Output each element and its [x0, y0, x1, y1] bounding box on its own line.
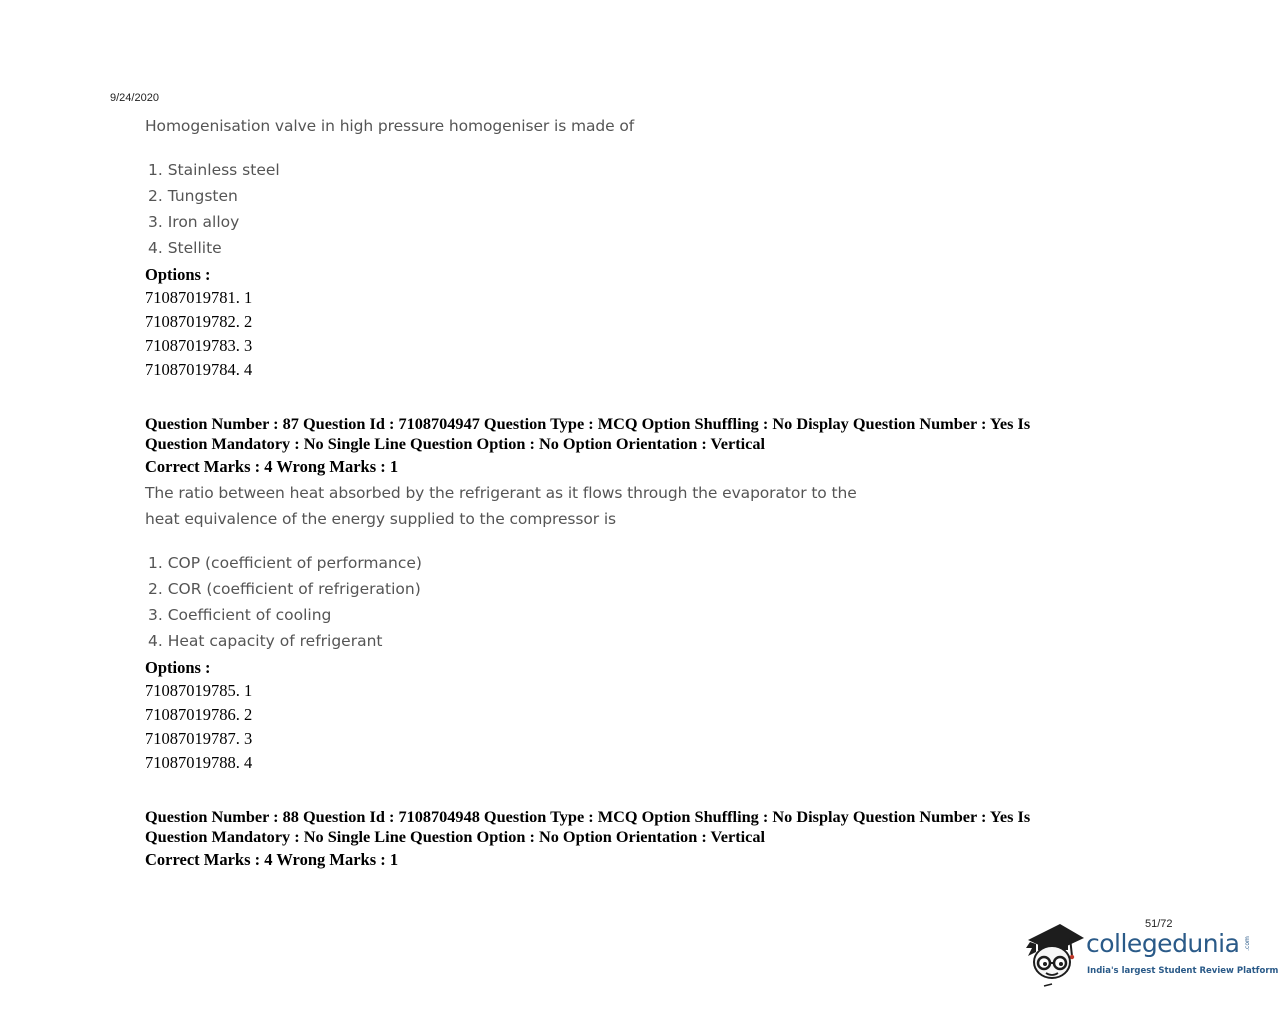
- option-id-item: 71087019783. 3: [145, 336, 253, 355]
- option-id-item: 71087019785. 1: [145, 681, 253, 700]
- question-88-marks: Correct Marks : 4 Wrong Marks : 1: [145, 850, 399, 869]
- option-id-item: 71087019788. 4: [145, 753, 253, 772]
- question-87-option-ids: [145, 679, 252, 775]
- question-87-text-line2: heat equivalence of the energy supplied to the compressor is: [145, 510, 617, 528]
- choice-item: 3. Iron alloy: [148, 213, 240, 231]
- question-87-choices: [148, 550, 422, 654]
- meta-line: Question Mandatory : No Single Line Question Option : No Option Orientation : Vertical: [145, 827, 766, 846]
- choice-item: 4. Stellite: [148, 239, 222, 257]
- question-87-meta: [145, 414, 1105, 454]
- option-id-item: 71087019787. 3: [145, 729, 253, 748]
- question-87-marks: Correct Marks : 4 Wrong Marks : 1: [145, 457, 399, 476]
- logo-tagline: India's largest Student Review Platform: [1087, 966, 1279, 976]
- question-88-meta: [145, 807, 1105, 847]
- choice-item: 1. Stainless steel: [148, 161, 280, 179]
- option-id-item: 71087019784. 4: [145, 360, 253, 379]
- option-id-item: 71087019782. 2: [145, 312, 253, 331]
- question-86-option-ids: [145, 286, 252, 382]
- meta-line: Question Number : 87 Question Id : 7108704947 Question Type : MCQ Option Shuffling : No Display Question Number : Yes Is: [145, 414, 1031, 433]
- choice-item: 1. COP (coefficient of performance): [148, 554, 422, 572]
- option-id-item: 71087019786. 2: [145, 705, 253, 724]
- choice-item: 2. Tungsten: [148, 187, 238, 205]
- question-86-choices: [148, 157, 280, 261]
- choice-item: 2. COR (coefficient of refrigeration): [148, 580, 421, 598]
- option-id-item: 71087019781. 1: [145, 288, 253, 307]
- question-86-text: Homogenisation valve in high pressure homogeniser is made of: [145, 117, 635, 135]
- options-heading: Options :: [145, 265, 211, 284]
- logo-wordmark: collegedunia: [1086, 929, 1240, 958]
- question-87-text-line1: The ratio between heat absorbed by the refrigerant as it flows through the evaporator to the: [145, 484, 857, 502]
- choice-item: 3. Coefficient of cooling: [148, 606, 332, 624]
- meta-line: Question Number : 88 Question Id : 7108704948 Question Type : MCQ Option Shuffling : No Display Question Number : Yes Is: [145, 807, 1031, 826]
- choice-item: 4. Heat capacity of refrigerant: [148, 632, 383, 650]
- mascot-logo-icon: [1022, 918, 1088, 995]
- logo-domain-suffix: .com: [1243, 936, 1251, 951]
- meta-line: Question Mandatory : No Single Line Question Option : No Option Orientation : Vertical: [145, 434, 766, 453]
- print-date: 9/24/2020: [110, 92, 159, 104]
- page-number: 51/72: [1145, 918, 1173, 930]
- options-heading: Options :: [145, 658, 211, 677]
